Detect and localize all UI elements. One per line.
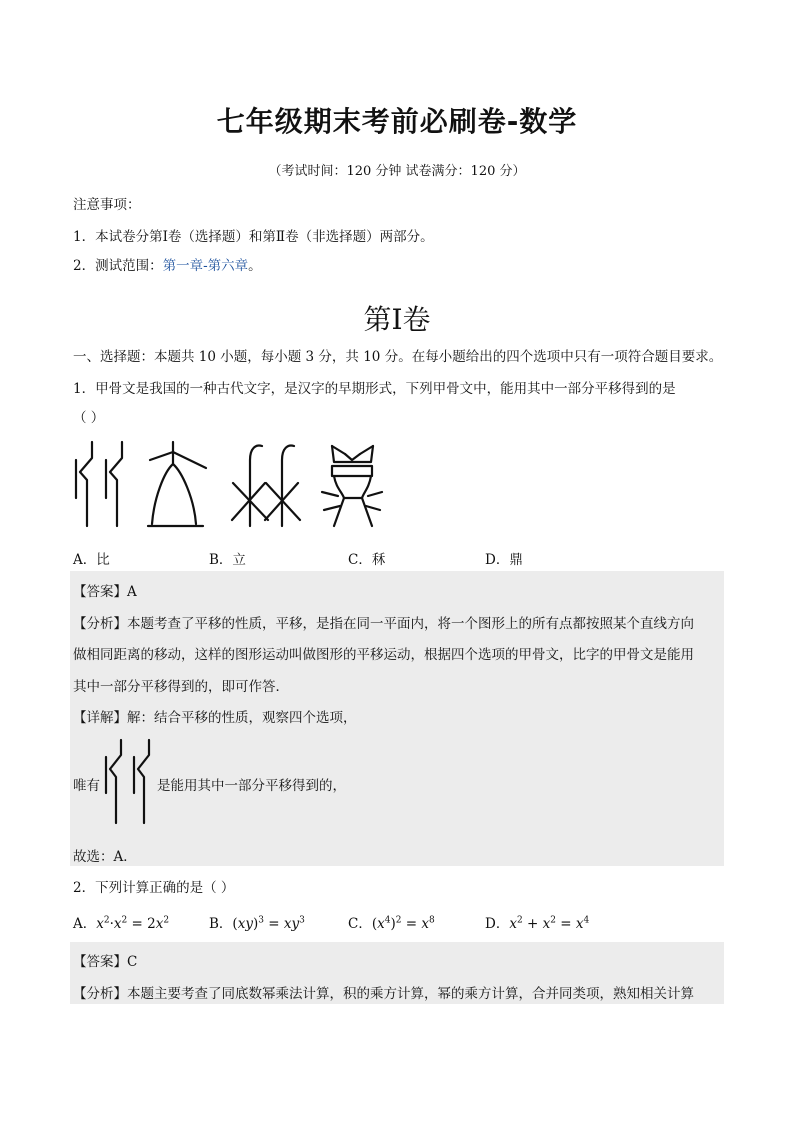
q1-option-b[interactable]: B．立 [209, 552, 246, 568]
q2-option-b[interactable]: B．$(xy)^3 = xy^3$ [209, 915, 305, 932]
question-1-paren: （ ） [73, 410, 105, 426]
q1-choose: 故选：A． [73, 849, 137, 865]
glyph-li-icon [148, 442, 206, 526]
q1-option-c[interactable]: C．秝 [348, 552, 386, 568]
q2-option-b-label: B． [209, 916, 233, 932]
notes-item-1: 1．本试卷分第Ⅰ卷（选择题）和第Ⅱ卷（非选择题）两部分。 [73, 229, 434, 245]
notes-item-2-suffix: 。 [248, 258, 262, 274]
notes-item-2 [73, 254, 262, 274]
q2-answer: 【答案】C [73, 954, 138, 970]
q1-option-a[interactable]: A．比 [73, 552, 110, 568]
section-instructions: 一、选择题：本题共 10 小题，每小题 3 分，共 10 分。在每小题给出的四个选项中只有一项符合题目要求。 [73, 349, 723, 365]
q2-option-c[interactable]: C．$(x^4)^2 = x^8$ [348, 915, 435, 932]
q2-option-a[interactable]: A．$x^2\cdot x^2 = 2x^2$ [73, 915, 170, 932]
q2-analysis-line-1: 【分析】本题主要考查了同底数幂乘法计算，积的乘方计算，幂的乘方计算，合并同类项，熟知相关计算 [73, 986, 694, 1002]
q1-analysis-line-2: 做相同距离的移动，这样的图形运动叫做图形的平移运动，根据四个选项的甲骨文，比字的甲骨文是能用 [73, 647, 694, 663]
q1-analysis-line-3: 其中一部分平移得到的，即可作答． [73, 679, 289, 695]
q2-option-c-label: C． [348, 916, 372, 932]
q1-analysis-line-1: 【分析】本题考查了平移的性质，平移，是指在同一平面内，将一个图形上的所有点都按照某个直线方向 [73, 616, 694, 632]
q2-option-d[interactable]: D．$x^2 + x^2 = x^4$ [485, 915, 590, 932]
oracle-bone-glyphs-figure [70, 438, 390, 534]
q2-option-a-label: A． [73, 916, 97, 932]
question-1-stem: 1．甲骨文是我国的一种古代文字，是汉字的早期形式，下列甲骨文中，能用其中一部分平移得到的是 [73, 381, 676, 397]
question-2-stem: 2．下列计算正确的是（ ） [73, 880, 235, 896]
q2-option-d-label: D． [485, 916, 510, 932]
volume-heading: 第Ⅰ卷 [363, 303, 431, 336]
notes-heading: 注意事项： [73, 197, 141, 213]
glyph-li2-icon [232, 446, 300, 526]
notes-item-2-prefix: 2．测试范围： [73, 258, 163, 274]
glyph-bi-inline-icon [101, 737, 159, 827]
q1-detail-suffix: 是能用其中一部分平移得到的， [157, 778, 346, 794]
page-title: 七年级期末考前必刷卷-数学 [216, 105, 578, 138]
q1-answer: 【答案】A [73, 584, 137, 600]
test-range-link[interactable]: 第一章-第六章 [162, 258, 249, 274]
glyph-bi-icon [76, 442, 122, 526]
glyph-ding-icon [322, 446, 382, 526]
q1-detail: 【详解】解：结合平移的性质，观察四个选项， [73, 710, 357, 726]
exam-subtitle: （考试时间：120 分钟 试卷满分：120 分） [268, 164, 526, 179]
q1-detail-prefix: 唯有 [73, 778, 100, 794]
q1-option-d[interactable]: D．鼎 [485, 552, 523, 568]
